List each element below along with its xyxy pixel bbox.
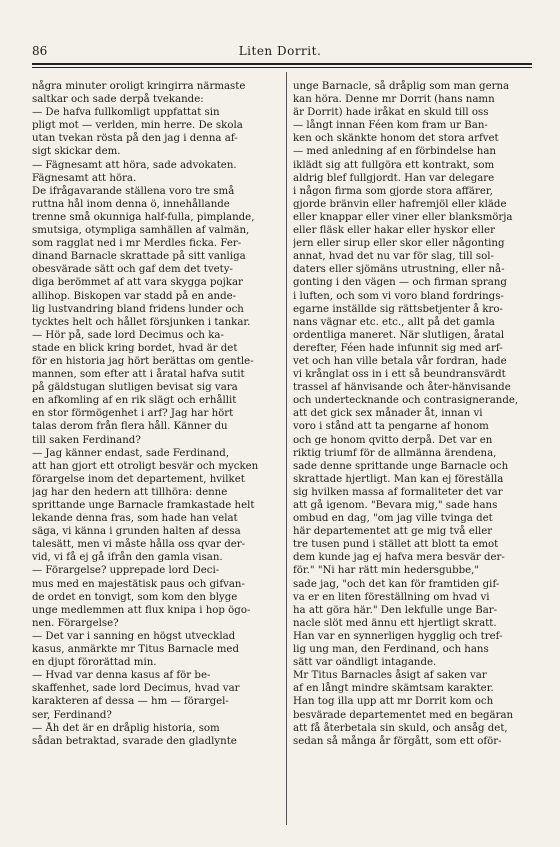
text-line: mus med en majestätisk paus och gifvan-	[32, 578, 245, 590]
text-line: pligt mot — verlden, min herre. De skola	[32, 120, 243, 132]
text-line: saltkar och sade derpå tvekande:	[32, 94, 204, 106]
text-line: sade jag, "och det kan för framtiden gif-	[293, 578, 500, 590]
text-line: lekande denna fras, som hade han velat	[32, 513, 238, 525]
text-line: här departementet att ge mig två eller	[293, 526, 493, 538]
text-line: daters eller sjömäns utrustning, eller nå-	[293, 264, 505, 276]
text-line: de ordet en tonvigt, som kom den blyge	[32, 591, 238, 603]
text-line: sedan så många år förgått, som ett oför-	[293, 735, 502, 747]
running-title: Liten Dorrit.	[238, 44, 322, 58]
text-line: en afkomling af en rik slägt och erhållit	[32, 395, 237, 407]
text-line: Han tog illa upp att mr Dorrit kom och	[293, 696, 494, 708]
text-line: för." "Ni har rätt min hedersgubbe,"	[293, 565, 480, 577]
text-line: gjorde bränvin eller hafremjöl eller kläde	[293, 198, 507, 210]
text-line: Mr Titus Barnacles åsigt af saken var	[293, 670, 487, 682]
text-line: i någon firma som gjorde stora affärer,	[293, 185, 493, 197]
text-line: derefter, Féen hade infunnit sig med arf-	[293, 342, 503, 354]
text-line: sådan betraktad, svarade den gladlynte	[32, 735, 237, 747]
text-line: en stor förmögenhet i arf? Jag har hört	[32, 408, 234, 420]
text-line: af en långt mindre skämtsam karakter.	[293, 683, 494, 695]
text-line: sigt skickar dem.	[32, 146, 121, 158]
text-line: ha att göra här." Den lekfulle unge Bar-	[293, 604, 498, 616]
text-line: och undertecknande och contrasignerande,	[293, 395, 519, 407]
text-line: kan höra. Denne mr Dorrit (hans namn	[293, 94, 495, 106]
text-line: att det gick sex månader åt, innan vi	[293, 408, 483, 420]
text-line: smutsiga, otympliga samhällen af valmän,	[32, 225, 250, 237]
text-line: en djupt förorättad min.	[32, 657, 157, 669]
text-line: några minuter oroligt kringirra närmaste	[32, 81, 246, 92]
text-line: ken och skänkte honom det stora arfvet	[293, 133, 499, 145]
text-line: lig lustvandring bland fridens lunder och	[32, 303, 244, 315]
text-line: kasus, anmärkte mr Titus Barnacle med	[32, 644, 239, 656]
text-line: aldrig blef fullgjordt. Han var delegare	[293, 172, 495, 184]
text-line: jern eller sirup eller skor eller någonting	[293, 238, 505, 250]
text-line: — Jag känner endast, sade Ferdinand,	[32, 447, 230, 459]
text-line: iklädt sig att fullgöra ett kontrakt, som	[293, 159, 495, 171]
text-line: trassel af hänvisande och åter-hänvisande	[293, 382, 511, 394]
text-line: sätt var oändligt intagande.	[293, 657, 437, 669]
text-line: stade en blick kring bordet, hvad är det	[32, 342, 238, 354]
text-line: egarne inställde sig rättsbetjenter å kro-	[293, 303, 504, 315]
text-line: — Hvad var denna kasus af för be-	[32, 670, 211, 682]
left-column	[32, 80, 268, 748]
text-line: vet och han ville betala vår fordran, hade	[293, 355, 507, 367]
text-line: De ifrågavarande ställena voro tre små	[32, 185, 235, 197]
text-line: — Förargelse? upprepade lord Deci-	[32, 565, 220, 577]
text-line: skaffenhet, sade lord Decimus, hvad var	[32, 683, 240, 695]
text-line: gonting i den vägen — och firman sprang	[293, 277, 507, 289]
text-line: vi krånglat oss in i ett så beundransvärdt	[293, 369, 506, 381]
text-line: karakteren af dessa — hm — förargel-	[32, 696, 229, 708]
text-line: eller fläsk eller hakar eller hyskor eller	[293, 225, 495, 237]
text-line: dinand Barnacle skrattade på sitt vanliga	[32, 251, 246, 263]
text-line: sade denne sprittande unge Barnacle och	[293, 460, 509, 472]
right-column	[293, 80, 529, 748]
header-rule-thick	[32, 63, 532, 65]
page-number: 86	[32, 44, 48, 58]
text-line: utan tvekan rösta på den jag i denna af-	[32, 133, 238, 145]
text-line: unge medlemmen att flux knipa i hop ögo-	[32, 604, 251, 616]
text-line: skrattade hjertligt. Man kan ej föreställa	[293, 473, 504, 485]
text-line: annat, hvad det nu var för slag, till sol-	[293, 251, 494, 263]
text-line: är Dorrit) hade iråkat en skuld till oss	[293, 107, 489, 119]
text-line: ruttna hål inom denna ö, innehållande	[32, 198, 230, 210]
text-line: förargelse inom det departement, hvilket	[32, 473, 245, 485]
text-line: va er en liten föreställning om hvad vi	[293, 591, 490, 603]
text-line: ombud en dag, "om jag ville tvinga det	[293, 513, 493, 525]
text-line: i luften, och som vi voro bland fordrings-	[293, 290, 504, 302]
text-line: tycktes helt och hållet försjunken i tankar.	[32, 316, 251, 328]
text-line: — Åh det är en dråplig historia, som	[32, 722, 220, 734]
text-line: som ragglat ned i mr Merdles ficka. Fer-	[32, 238, 242, 250]
text-line: — med anledning af en förbindelse han	[293, 146, 496, 158]
text-line: talesätt, men vi måste hålla oss qvar der-	[32, 539, 246, 551]
text-line: dem kunde jag ej hafva mera besvär der-	[293, 552, 505, 564]
text-line: — Hör på, sade lord Decimus och ka-	[32, 329, 224, 341]
text-line: ordentliga maneret. När slutligen, åratal	[293, 329, 505, 341]
text-line: nans vägnar etc. etc., allt på det gamla	[293, 316, 495, 328]
text-line: nen. Förargelse?	[32, 617, 119, 629]
text-line: — Fägnesamt att höra, sade advokaten.	[32, 159, 237, 171]
text-line: obesvärade sätt och gaf dem det tvety-	[32, 264, 233, 276]
text-line: voro i stånd att ta pengarne af honom	[293, 421, 489, 433]
text-line: lig ung man, den Ferdinand, och hans	[293, 644, 489, 656]
text-line: — De hafva fullkomligt uppfattat sin	[32, 107, 220, 119]
text-line: sig hvilken massa af formaliteter det var	[293, 486, 503, 498]
text-line: — Det var i sanning en högst utvecklad	[32, 630, 236, 642]
text-line: allihop. Biskopen var stadd på en ande-	[32, 290, 237, 302]
text-line: diga berömmet af att vara skygga pojkar	[32, 277, 243, 289]
header-rule-thin	[32, 67, 532, 68]
text-line: till saken Ferdinand?	[32, 434, 141, 446]
text-line: besvärade departementet med en begäran	[293, 709, 514, 721]
text-line: jag har den hedern att tillhöra: denne	[32, 486, 228, 498]
text-line: säga, vi känna i grunden halten af dessa	[32, 526, 241, 538]
text-line: unge Barnacle, så dråplig som man gerna	[293, 81, 510, 92]
text-line: för en historia jag hört berättas om gentle-	[32, 355, 254, 367]
text-line: trenne små okunniga half-fulla, pimplande,	[32, 211, 255, 223]
text-line: att han gjort ett otroligt besvär och mycken	[32, 460, 259, 472]
text-line: och ge honom qvitto derpå. Det var en	[293, 434, 493, 446]
text-line: eller knappar eller viner eller blanksmörja	[293, 211, 513, 223]
text-line: vid, vi få ej gå ifrån den gamla visan.	[32, 552, 223, 564]
text-line: att få återbetala sin skuld, och ansåg det,	[293, 722, 508, 734]
text-line: sprittande unge Barnacle framkastade helt	[32, 500, 255, 511]
text-line: Fägnesamt att höra.	[32, 172, 137, 184]
text-line: talas derom från flera håll. Känner du	[32, 421, 228, 433]
page-header	[32, 44, 528, 60]
text-line: ser, Ferdinand?	[32, 709, 112, 721]
text-line: Han var en synnerligen hygglig och tref-	[293, 630, 503, 642]
text-line: — långt innan Féen kom fram ur Ban-	[293, 120, 488, 132]
column-divider	[286, 72, 287, 825]
text-line: riktig triumf för de allmänna ärendena,	[293, 447, 497, 459]
text-line: att gå igenom. "Bevara mig," sade hans	[293, 500, 498, 511]
text-line: mannen, som efter att i åratal hafva sutit	[32, 369, 245, 381]
text-line: nacle slöt med ännu ett hjertligt skratt.	[293, 617, 497, 629]
text-line: på gäldstugan slutligen bevisat sig vara	[32, 382, 238, 394]
text-line: tre tusen pund i stället att blott ta emot	[293, 539, 499, 551]
